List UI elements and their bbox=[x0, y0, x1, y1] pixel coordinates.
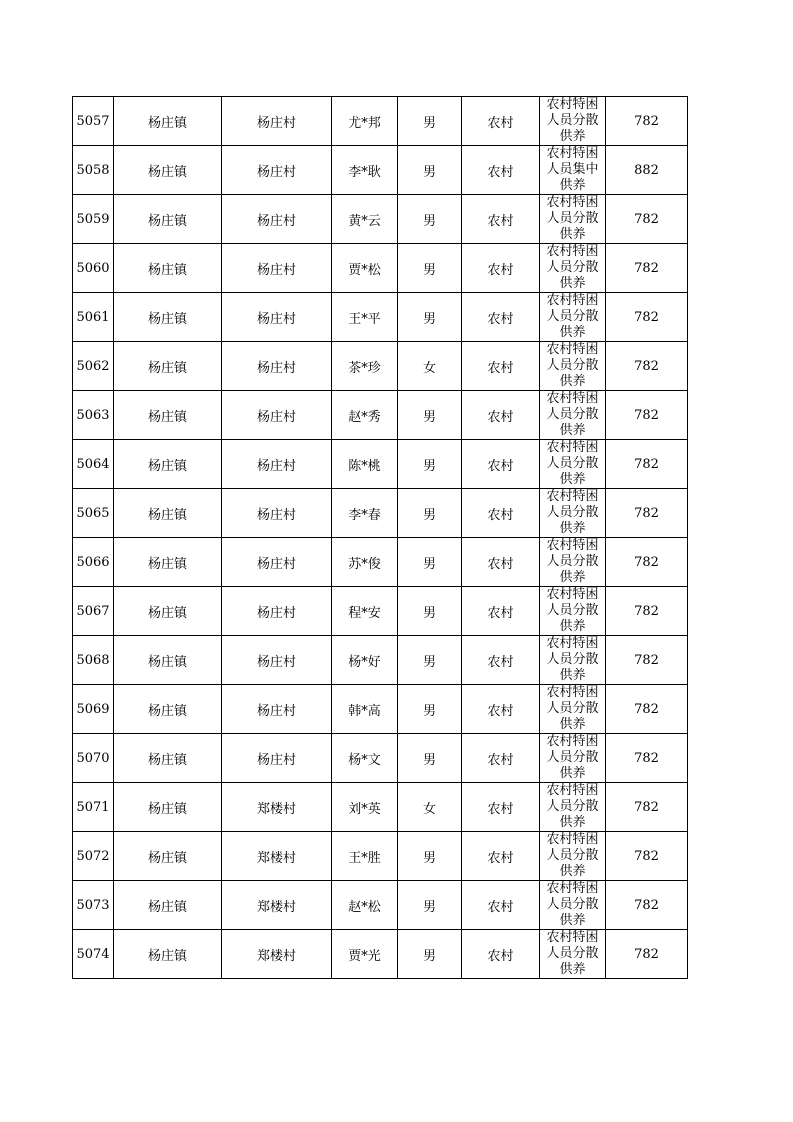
village-cell: 杨庄村 bbox=[222, 685, 332, 734]
table-row bbox=[73, 97, 688, 146]
table-row bbox=[73, 930, 688, 979]
area-cell: 农村 bbox=[462, 293, 540, 342]
sex-cell: 男 bbox=[398, 244, 462, 293]
table-row bbox=[73, 734, 688, 783]
sex-cell: 男 bbox=[398, 146, 462, 195]
row-number: 5058 bbox=[73, 146, 114, 195]
town-cell: 杨庄镇 bbox=[114, 636, 222, 685]
row-number: 5073 bbox=[73, 881, 114, 930]
amount-cell: 782 bbox=[606, 930, 688, 979]
village-cell: 杨庄村 bbox=[222, 440, 332, 489]
table-row bbox=[73, 783, 688, 832]
sex-cell: 男 bbox=[398, 685, 462, 734]
sex-cell: 男 bbox=[398, 489, 462, 538]
amount-cell: 882 bbox=[606, 146, 688, 195]
area-cell: 农村 bbox=[462, 440, 540, 489]
area-cell: 农村 bbox=[462, 538, 540, 587]
village-cell: 杨庄村 bbox=[222, 734, 332, 783]
support-type-cell bbox=[540, 538, 606, 587]
row-number: 5059 bbox=[73, 195, 114, 244]
area-cell: 农村 bbox=[462, 734, 540, 783]
village-cell: 杨庄村 bbox=[222, 293, 332, 342]
town-cell: 杨庄镇 bbox=[114, 538, 222, 587]
table-row bbox=[73, 391, 688, 440]
table-row bbox=[73, 146, 688, 195]
support-type-text: 农村特困人员分散供养 bbox=[546, 244, 599, 291]
row-number: 5057 bbox=[73, 97, 114, 146]
sex-cell: 男 bbox=[398, 538, 462, 587]
area-cell: 农村 bbox=[462, 587, 540, 636]
row-number: 5060 bbox=[73, 244, 114, 293]
village-cell: 杨庄村 bbox=[222, 146, 332, 195]
amount-cell: 782 bbox=[606, 489, 688, 538]
row-number: 5069 bbox=[73, 685, 114, 734]
village-cell: 郑楼村 bbox=[222, 783, 332, 832]
amount-cell: 782 bbox=[606, 734, 688, 783]
sex-cell: 男 bbox=[398, 587, 462, 636]
area-cell: 农村 bbox=[462, 146, 540, 195]
name-cell: 苏*俊 bbox=[332, 538, 398, 587]
row-number: 5064 bbox=[73, 440, 114, 489]
table-row bbox=[73, 293, 688, 342]
name-cell: 茶*珍 bbox=[332, 342, 398, 391]
town-cell: 杨庄镇 bbox=[114, 391, 222, 440]
village-cell: 杨庄村 bbox=[222, 587, 332, 636]
sex-cell: 男 bbox=[398, 881, 462, 930]
name-cell: 杨*文 bbox=[332, 734, 398, 783]
row-number: 5066 bbox=[73, 538, 114, 587]
name-cell: 陈*桃 bbox=[332, 440, 398, 489]
town-cell: 杨庄镇 bbox=[114, 489, 222, 538]
support-type-text: 农村特困人员分散供养 bbox=[546, 881, 599, 928]
village-cell: 杨庄村 bbox=[222, 97, 332, 146]
support-type-cell bbox=[540, 195, 606, 244]
village-cell: 杨庄村 bbox=[222, 489, 332, 538]
support-type-cell bbox=[540, 783, 606, 832]
table-row bbox=[73, 587, 688, 636]
amount-cell: 782 bbox=[606, 97, 688, 146]
support-type-text: 农村特困人员分散供养 bbox=[546, 342, 599, 389]
support-type-cell bbox=[540, 930, 606, 979]
table-row bbox=[73, 195, 688, 244]
name-cell: 王*平 bbox=[332, 293, 398, 342]
table-row bbox=[73, 832, 688, 881]
name-cell: 尤*邦 bbox=[332, 97, 398, 146]
table-row bbox=[73, 489, 688, 538]
name-cell: 韩*高 bbox=[332, 685, 398, 734]
area-cell: 农村 bbox=[462, 685, 540, 734]
village-cell: 杨庄村 bbox=[222, 538, 332, 587]
support-type-cell bbox=[540, 440, 606, 489]
support-type-cell bbox=[540, 293, 606, 342]
table-row bbox=[73, 636, 688, 685]
village-cell: 杨庄村 bbox=[222, 636, 332, 685]
name-cell: 李*耿 bbox=[332, 146, 398, 195]
row-number: 5062 bbox=[73, 342, 114, 391]
table-row bbox=[73, 538, 688, 587]
sex-cell: 男 bbox=[398, 97, 462, 146]
village-cell: 杨庄村 bbox=[222, 244, 332, 293]
town-cell: 杨庄镇 bbox=[114, 783, 222, 832]
town-cell: 杨庄镇 bbox=[114, 587, 222, 636]
amount-cell: 782 bbox=[606, 881, 688, 930]
area-cell: 农村 bbox=[462, 783, 540, 832]
support-type-text: 农村特困人员分散供养 bbox=[546, 538, 599, 585]
village-cell: 郑楼村 bbox=[222, 930, 332, 979]
amount-cell: 782 bbox=[606, 244, 688, 293]
town-cell: 杨庄镇 bbox=[114, 930, 222, 979]
support-type-text: 农村特困人员分散供养 bbox=[546, 293, 599, 340]
name-cell: 贾*松 bbox=[332, 244, 398, 293]
town-cell: 杨庄镇 bbox=[114, 342, 222, 391]
table-row bbox=[73, 881, 688, 930]
name-cell: 程*安 bbox=[332, 587, 398, 636]
town-cell: 杨庄镇 bbox=[114, 97, 222, 146]
support-type-text: 农村特困人员分散供养 bbox=[546, 783, 599, 830]
amount-cell: 782 bbox=[606, 391, 688, 440]
recipient-table bbox=[72, 96, 688, 979]
support-type-cell bbox=[540, 636, 606, 685]
sex-cell: 男 bbox=[398, 734, 462, 783]
table-row bbox=[73, 244, 688, 293]
table-row bbox=[73, 440, 688, 489]
amount-cell: 782 bbox=[606, 587, 688, 636]
sex-cell: 男 bbox=[398, 440, 462, 489]
amount-cell: 782 bbox=[606, 342, 688, 391]
village-cell: 杨庄村 bbox=[222, 391, 332, 440]
name-cell: 王*胜 bbox=[332, 832, 398, 881]
support-type-text: 农村特困人员分散供养 bbox=[546, 195, 599, 242]
area-cell: 农村 bbox=[462, 342, 540, 391]
support-type-text: 农村特困人员分散供养 bbox=[546, 587, 599, 634]
support-type-text: 农村特困人员分散供养 bbox=[546, 734, 599, 781]
village-cell: 郑楼村 bbox=[222, 832, 332, 881]
town-cell: 杨庄镇 bbox=[114, 195, 222, 244]
support-type-text: 农村特困人员分散供养 bbox=[546, 489, 599, 536]
area-cell: 农村 bbox=[462, 832, 540, 881]
row-number: 5070 bbox=[73, 734, 114, 783]
town-cell: 杨庄镇 bbox=[114, 881, 222, 930]
row-number: 5074 bbox=[73, 930, 114, 979]
name-cell: 黄*云 bbox=[332, 195, 398, 244]
town-cell: 杨庄镇 bbox=[114, 293, 222, 342]
amount-cell: 782 bbox=[606, 293, 688, 342]
support-type-text: 农村特困人员分散供养 bbox=[546, 97, 599, 144]
name-cell: 李*春 bbox=[332, 489, 398, 538]
support-type-cell bbox=[540, 489, 606, 538]
amount-cell: 782 bbox=[606, 440, 688, 489]
name-cell: 赵*松 bbox=[332, 881, 398, 930]
support-type-cell bbox=[540, 832, 606, 881]
support-type-cell bbox=[540, 734, 606, 783]
area-cell: 农村 bbox=[462, 195, 540, 244]
support-type-text: 农村特困人员分散供养 bbox=[546, 930, 599, 977]
sex-cell: 男 bbox=[398, 293, 462, 342]
area-cell: 农村 bbox=[462, 244, 540, 293]
village-cell: 郑楼村 bbox=[222, 881, 332, 930]
area-cell: 农村 bbox=[462, 636, 540, 685]
sex-cell: 女 bbox=[398, 783, 462, 832]
table-row bbox=[73, 342, 688, 391]
name-cell: 刘*英 bbox=[332, 783, 398, 832]
support-type-text: 农村特困人员分散供养 bbox=[546, 391, 599, 438]
support-type-text: 农村特困人员分散供养 bbox=[546, 832, 599, 879]
support-type-cell bbox=[540, 685, 606, 734]
row-number: 5065 bbox=[73, 489, 114, 538]
area-cell: 农村 bbox=[462, 489, 540, 538]
row-number: 5072 bbox=[73, 832, 114, 881]
area-cell: 农村 bbox=[462, 930, 540, 979]
support-type-cell bbox=[540, 146, 606, 195]
row-number: 5068 bbox=[73, 636, 114, 685]
support-type-text: 农村特困人员分散供养 bbox=[546, 636, 599, 683]
sex-cell: 男 bbox=[398, 930, 462, 979]
amount-cell: 782 bbox=[606, 685, 688, 734]
town-cell: 杨庄镇 bbox=[114, 685, 222, 734]
name-cell: 赵*秀 bbox=[332, 391, 398, 440]
town-cell: 杨庄镇 bbox=[114, 832, 222, 881]
name-cell: 贾*光 bbox=[332, 930, 398, 979]
support-type-cell bbox=[540, 97, 606, 146]
sex-cell: 男 bbox=[398, 195, 462, 244]
support-type-text: 农村特困人员分散供养 bbox=[546, 440, 599, 487]
town-cell: 杨庄镇 bbox=[114, 244, 222, 293]
support-type-cell bbox=[540, 881, 606, 930]
sex-cell: 男 bbox=[398, 832, 462, 881]
amount-cell: 782 bbox=[606, 195, 688, 244]
town-cell: 杨庄镇 bbox=[114, 440, 222, 489]
village-cell: 杨庄村 bbox=[222, 342, 332, 391]
support-type-cell bbox=[540, 342, 606, 391]
support-type-cell bbox=[540, 391, 606, 440]
village-cell: 杨庄村 bbox=[222, 195, 332, 244]
table-row bbox=[73, 685, 688, 734]
area-cell: 农村 bbox=[462, 97, 540, 146]
table-body bbox=[73, 97, 688, 979]
amount-cell: 782 bbox=[606, 636, 688, 685]
sex-cell: 男 bbox=[398, 391, 462, 440]
sex-cell: 女 bbox=[398, 342, 462, 391]
town-cell: 杨庄镇 bbox=[114, 146, 222, 195]
sex-cell: 男 bbox=[398, 636, 462, 685]
amount-cell: 782 bbox=[606, 538, 688, 587]
name-cell: 杨*好 bbox=[332, 636, 398, 685]
amount-cell: 782 bbox=[606, 832, 688, 881]
area-cell: 农村 bbox=[462, 881, 540, 930]
amount-cell: 782 bbox=[606, 783, 688, 832]
row-number: 5071 bbox=[73, 783, 114, 832]
row-number: 5063 bbox=[73, 391, 114, 440]
area-cell: 农村 bbox=[462, 391, 540, 440]
support-type-cell bbox=[540, 587, 606, 636]
row-number: 5067 bbox=[73, 587, 114, 636]
town-cell: 杨庄镇 bbox=[114, 734, 222, 783]
support-type-cell bbox=[540, 244, 606, 293]
support-type-text: 农村特困人员分散供养 bbox=[546, 685, 599, 732]
row-number: 5061 bbox=[73, 293, 114, 342]
support-type-text: 农村特困人员集中供养 bbox=[546, 146, 599, 193]
